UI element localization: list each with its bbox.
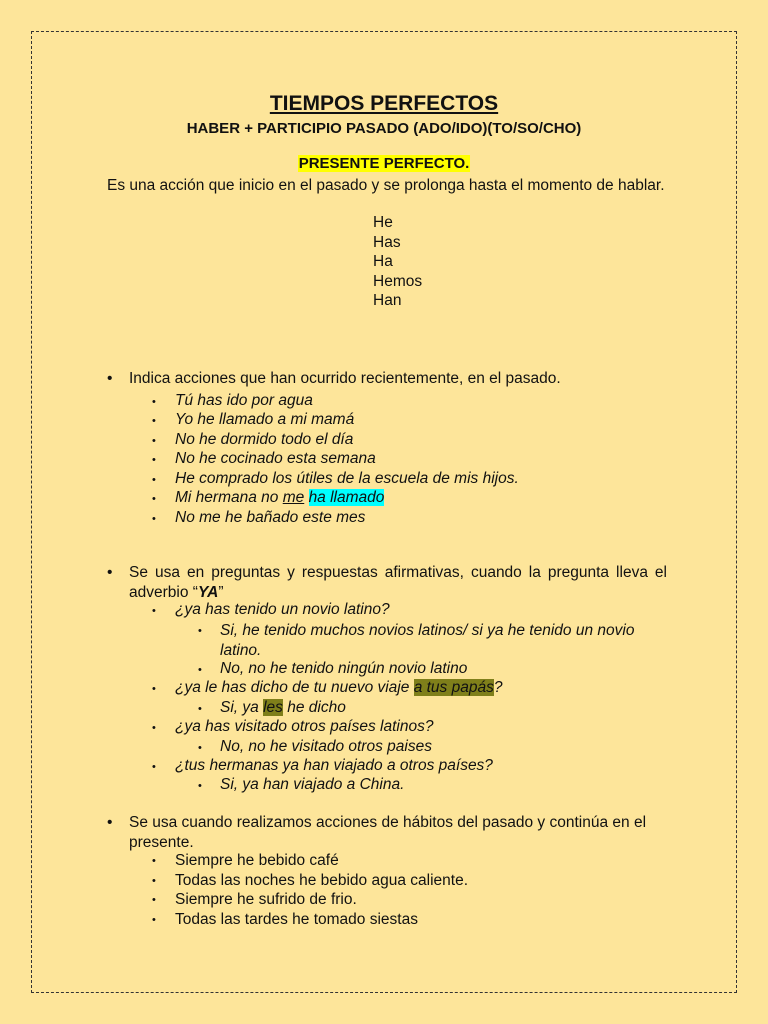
example-1-7: No me he bañado este mes: [175, 509, 366, 526]
bullet-dot: •: [198, 780, 202, 792]
bullet-1-text: Indica acciones que han ocurrido recientemente, en el pasado.: [129, 370, 561, 387]
conjugation-ha: Ha: [373, 253, 393, 270]
example-1-4: No he cocinado esta semana: [175, 450, 376, 467]
question-2-highlight: a tus papás: [413, 679, 494, 696]
bullet-dot: •: [152, 875, 156, 887]
bullet-dot: •: [152, 474, 156, 486]
bullet-dot: •: [152, 855, 156, 867]
section-title-text: PRESENTE PERFECTO.: [298, 155, 470, 172]
bullet-2-text-post: ”: [218, 583, 224, 601]
answer-2-1: [220, 699, 346, 717]
question-2: [175, 679, 502, 697]
answer-4-1: Si, ya han viajado a China.: [220, 776, 405, 793]
example-1-3: No he dormido todo el día: [175, 431, 354, 448]
example-1-6-pre: Mi hermana no: [175, 489, 283, 506]
conjugation-hemos: Hemos: [373, 273, 423, 290]
example-1-6: [175, 489, 384, 507]
example-1-6-space: [304, 489, 308, 506]
example-1-6-highlight: ha llamado: [308, 489, 385, 506]
bullet-dot: •: [152, 396, 156, 408]
section-title: [0, 155, 768, 172]
example-1-6-me: me: [282, 489, 305, 506]
bullet-dot: •: [198, 742, 202, 754]
example-3-2: Todas las noches he bebido agua caliente.: [175, 872, 468, 889]
question-4: ¿tus hermanas ya han viajado a otros países?: [175, 757, 493, 774]
question-2-post: ?: [493, 679, 503, 696]
bullet-dot: •: [152, 454, 156, 466]
answer-1-1: Si, he tenido muchos novios latinos/ si ya he tenido un novio latino.: [220, 622, 635, 659]
bullet-3-text: Se usa cuando realizamos acciones de hábitos del pasado y continúa en el presente.: [129, 814, 647, 851]
example-3-1: Siempre he bebido café: [175, 852, 339, 869]
example-3-4: Todas las tardes he tomado siestas: [175, 911, 418, 928]
answer-2-1-post: he dicho: [282, 699, 346, 716]
bullet-2-text-pre: Se usa en preguntas y respuestas afirmativas, cuando la pregunta lleva el adverbio “: [129, 564, 667, 601]
conjugation-han: Han: [373, 292, 402, 309]
bullet-dot: •: [152, 761, 156, 773]
bullet-dot: •: [152, 722, 156, 734]
bullet-dot: •: [152, 605, 156, 617]
intro-paragraph: Es una acción que inicio en el pasado y se prolonga hasta el momento de hablar.: [107, 177, 665, 194]
bullet-dot: •: [107, 814, 113, 831]
bullet-dot: •: [152, 513, 156, 525]
page-title: TIEMPOS PERFECTOS: [269, 92, 499, 115]
question-1: ¿ya has tenido un novio latino?: [175, 601, 390, 618]
bullet-dot: •: [152, 435, 156, 447]
example-3-3: Siempre he sufrido de frio.: [175, 891, 357, 908]
bullet-dot: •: [198, 664, 202, 676]
answer-1-2: No, no he tenido ningún novio latino: [220, 660, 468, 677]
bullet-dot: •: [152, 914, 156, 926]
conjugation-has: Has: [373, 234, 401, 251]
bullet-3: [107, 813, 667, 853]
bullet-dot: •: [198, 625, 202, 637]
bullet-dot: •: [152, 415, 156, 427]
example-1-5: He comprado los útiles de la escuela de mis hijos.: [175, 470, 519, 487]
bullet-2-text-bold: YA: [197, 583, 219, 601]
example-1-2: Yo he llamado a mi mamá: [175, 411, 355, 428]
bullet-2-text: [129, 563, 667, 602]
answer-3-1: No, no he visitado otros paises: [220, 738, 432, 755]
bullet-2: [107, 563, 667, 603]
page-subtitle: HABER + PARTICIPIO PASADO (ADO/IDO)(TO/SO/CHO): [186, 120, 582, 137]
question-3: ¿ya has visitado otros países latinos?: [175, 718, 434, 735]
bullet-dot: •: [107, 370, 113, 387]
question-2-pre: ¿ya le has dicho de tu nuevo viaje: [175, 679, 414, 696]
bullet-dot: •: [152, 683, 156, 695]
example-1-1: Tú has ido por agua: [175, 392, 313, 409]
bullet-dot: •: [198, 703, 202, 715]
bullet-dot: •: [152, 894, 156, 906]
bullet-dot: •: [107, 564, 113, 581]
conjugation-he: He: [373, 214, 393, 231]
answer-2-1-highlight: les: [263, 699, 283, 716]
answer-2-1-pre: Si, ya: [220, 699, 264, 716]
bullet-dot: •: [152, 493, 156, 505]
